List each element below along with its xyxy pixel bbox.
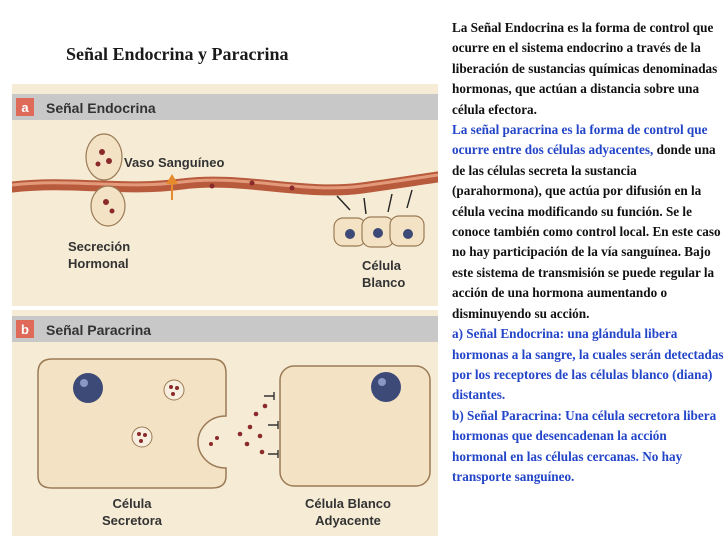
panel-b-letter: b xyxy=(21,322,29,337)
target-nucleus xyxy=(345,229,355,239)
panel-a-heading: Señal Endocrina xyxy=(46,100,156,116)
adjacent-label-line1: Célula Blanco xyxy=(305,496,391,511)
target-nucleus xyxy=(373,228,383,238)
paracrine-hormone xyxy=(254,412,259,417)
hormone-granule xyxy=(175,386,179,390)
adjacent-label-line2: Adyacente xyxy=(315,513,381,528)
adjacent-nucleus xyxy=(371,372,401,402)
target-label-line1: Célula xyxy=(362,258,402,273)
paracrine-hormone xyxy=(238,432,243,437)
hormone-molecule xyxy=(290,186,295,191)
paracrine-hormone xyxy=(258,434,263,439)
hormone-granule xyxy=(103,199,109,205)
hormone-granule xyxy=(96,162,101,167)
hormone-granule xyxy=(169,385,173,389)
hormone-granule xyxy=(110,209,115,214)
page-title: Señal Endocrina y Paracrina xyxy=(66,44,289,64)
paracrine-hormone xyxy=(260,450,265,455)
gland-cell-upper xyxy=(86,134,122,180)
gland-cell-lower xyxy=(91,186,125,226)
secretory-vesicle xyxy=(164,380,184,400)
nucleus-highlight xyxy=(80,379,88,387)
panel-endocrine xyxy=(12,84,438,306)
secretory-cell xyxy=(38,359,226,488)
paracrine-definition-highlight: La señal paracrina es la forma de control que ocurre entre dos células adyacentes, xyxy=(452,122,708,158)
signaling-diagram xyxy=(12,84,438,536)
endocrine-definition: La Señal Endocrina es la forma de control que ocurre en el sistema endocrino a través de la liberación de sustancias químicas denominadas hormonas, que actúan a distancia sobre una célula efectora. xyxy=(452,20,718,117)
hormone-granule xyxy=(143,433,147,437)
paracrine-hormone xyxy=(248,425,253,430)
hormone-granule xyxy=(106,158,112,164)
secretion-label-line2: Hormonal xyxy=(68,256,129,271)
hormone-molecule xyxy=(210,184,215,189)
panel-a-letter: a xyxy=(21,100,29,115)
panel-paracrine xyxy=(12,310,438,536)
hormone-granule xyxy=(99,149,105,155)
hormone-granule xyxy=(137,432,141,436)
paracrine-hormone xyxy=(245,442,250,447)
caption-a: a) Señal Endocrina: una glándula libera hormonas a la sangre, la cuales serán detectadas por los receptores de las células blanco (diana) distantes. xyxy=(452,326,724,403)
paracrine-definition: donde una de las células secreta la sustancia (parahormona), que actúa por difusión en la célula vecina modificando su función. Se le conoce también como control local. En este caso no hay participación de la vía sanguínea. Bajo este sistema de transmisión se puede regular la acción de una hormona aumentando o disminuyendo su acción. xyxy=(452,142,721,321)
vessel-label: Vaso Sanguíneo xyxy=(124,155,225,170)
description-text xyxy=(452,18,724,487)
adjacent-target-cell xyxy=(280,366,430,486)
hormone-granule xyxy=(209,442,213,446)
caption-b: b) Señal Paracrina: Una célula secretora libera hormonas que desencadenan la acción hormonal en las células cercanas. No hay transporte sanguíneo. xyxy=(452,407,717,484)
hormone-granule xyxy=(215,436,219,440)
target-nucleus xyxy=(403,229,413,239)
secretion-label-line1: Secreción xyxy=(68,239,131,254)
hormone-granule xyxy=(171,392,175,396)
secretory-label-line2: Secretora xyxy=(102,513,162,528)
hormone-molecule xyxy=(250,181,255,186)
nucleus-highlight xyxy=(378,378,386,386)
secretory-vesicle xyxy=(132,427,152,447)
target-label-line2: Blanco xyxy=(362,275,406,290)
hormone-granule xyxy=(139,439,143,443)
secretory-label-line1: Célula xyxy=(112,496,152,511)
secretory-nucleus xyxy=(73,373,103,403)
panel-b-heading: Señal Paracrina xyxy=(46,322,152,338)
paracrine-hormone xyxy=(263,404,268,409)
